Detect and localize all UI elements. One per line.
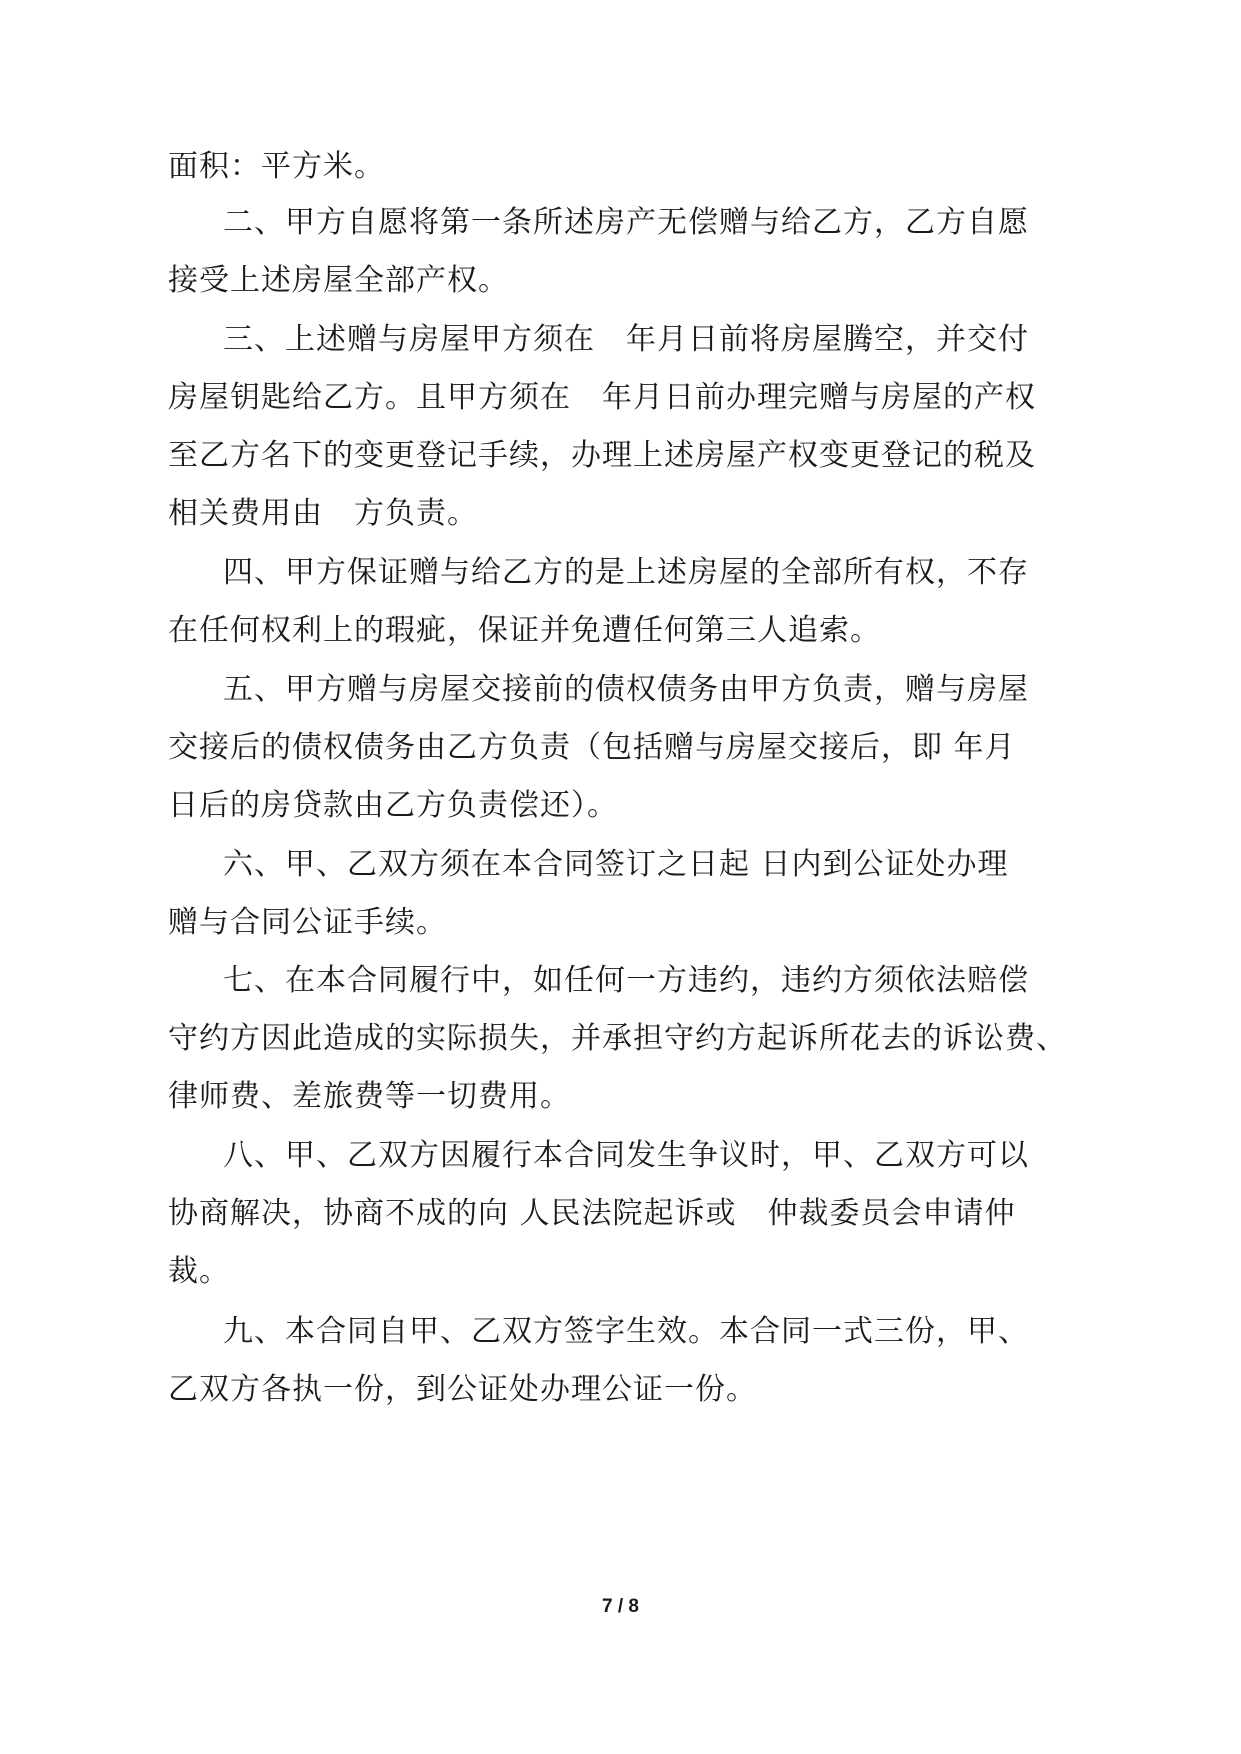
page-number: 7 / 8 (602, 1596, 639, 1617)
paragraph-p3-line-3: 相关费用由 方负责。 (168, 496, 478, 531)
paragraph-p2-line-1: 接受上述房屋全部产权。 (168, 263, 509, 298)
paragraph-p6-line-0: 六、甲、乙双方须在本合同签订之日起 日内到公证处办理 (223, 847, 1009, 882)
paragraph-p8-line-2: 裁。 (168, 1254, 230, 1289)
paragraph-p0-line-0: 面积：平方米。 (168, 149, 385, 184)
paragraph-p5-line-2: 日后的房贷款由乙方负责偿还）。 (168, 788, 618, 823)
paragraph-p3-line-2: 至乙方名下的变更登记手续，办理上述房屋产权变更登记的税及 (168, 438, 1036, 473)
paragraph-p3-line-1: 房屋钥匙给乙方。且甲方须在 年月日前办理完赠与房屋的产权 (168, 380, 1036, 415)
paragraph-p4-line-0: 四、甲方保证赠与给乙方的是上述房屋的全部所有权，不存 (223, 555, 1029, 590)
paragraph-p2-line-0: 二、甲方自愿将第一条所述房产无偿赠与给乙方，乙方自愿 (223, 205, 1029, 240)
paragraph-p7-line-1: 守约方因此造成的实际损失，并承担守约方起诉所花去的诉讼费、 (168, 1021, 1067, 1056)
paragraph-p5-line-1: 交接后的债权债务由乙方负责（包括赠与房屋交接后，即 年月 (168, 730, 1016, 765)
paragraph-p7-line-0: 七、在本合同履行中，如任何一方违约，违约方须依法赔偿 (223, 963, 1029, 998)
paragraph-p8-line-1: 协商解决，协商不成的向 人民法院起诉或 仲裁委员会申请仲 (168, 1196, 1016, 1231)
paragraph-p5-line-0: 五、甲方赠与房屋交接前的债权债务由甲方负责，赠与房屋 (223, 672, 1029, 707)
paragraph-p7-line-2: 律师费、差旅费等一切费用。 (168, 1079, 571, 1114)
paragraph-p3-line-0: 三、上述赠与房屋甲方须在 年月日前将房屋腾空，并交付 (223, 322, 1029, 357)
paragraph-p6-line-1: 赠与合同公证手续。 (168, 905, 447, 940)
paragraph-p8-line-0: 八、甲、乙双方因履行本合同发生争议时，甲、乙双方可以 (223, 1138, 1029, 1173)
paragraph-p4-line-1: 在任何权利上的瑕疵，保证并免遭任何第三人追索。 (168, 613, 881, 648)
paragraph-p9-line-1: 乙双方各执一份，到公证处办理公证一份。 (168, 1372, 757, 1407)
paragraph-p9-line-0: 九、本合同自甲、乙双方签字生效。本合同一式三份，甲、 (223, 1314, 1029, 1349)
